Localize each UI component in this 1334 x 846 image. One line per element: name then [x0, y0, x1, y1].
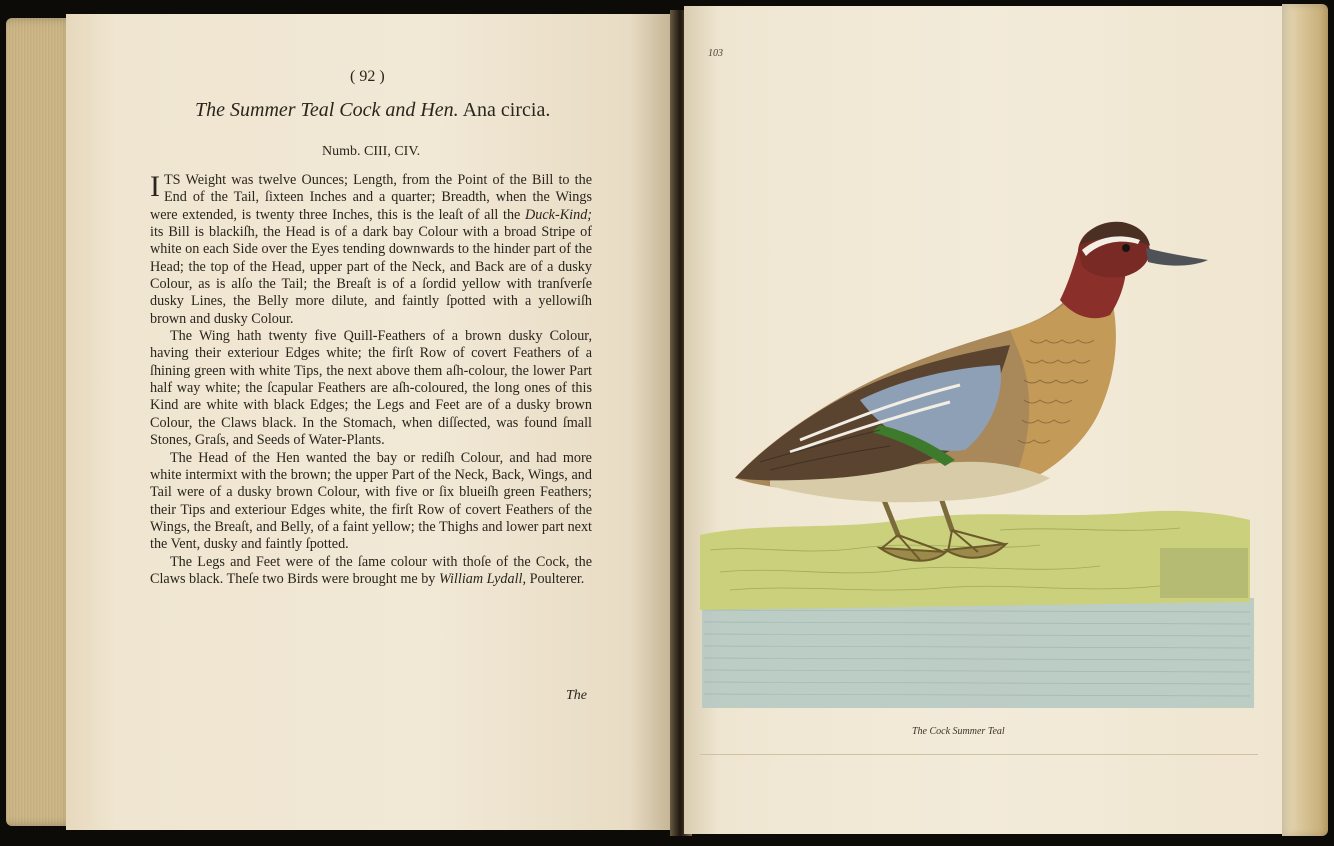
plate-caption: The Cock Summer Teal [912, 726, 1005, 737]
paragraph-1-end: its Bill is blackiſh, the Head is of a dark bay Colour with a broad Stripe of white on each Side over the Eyes tending downwards to the hinder part of the Head; the top of the Head, upper part of the Neck, and Back are of a dusky Colour, as is alſo the Tail; the Breaſt is of a ſordid yellow with tranſverſe dusky Lines, the Belly more dilute, and faintly ſpotted with a yellowiſh brown and dusky Colour. [150, 224, 592, 327]
drop-cap: I [150, 170, 160, 203]
number-line: Numb. CIII, CIV. [322, 144, 421, 159]
plate-number: 103 [708, 48, 723, 59]
paragraph-4-text: The Legs and Feet were of the ſame colour with thoſe of the Cock, the Claws black. Theſe two Birds were brought me by [150, 553, 592, 587]
paragraph-4-end: Poulterer. [529, 570, 585, 587]
title-english: The Summer Teal Cock and Hen. [195, 99, 459, 121]
paragraph-1-text: TS Weight was twelve Ounces; Length, from the Point of the Bill to the End of the Tail, ſixteen Inches and a quarter; Breadth, when the Wings were extended, is twenty three Inches, this is the leaſt of all the [150, 172, 592, 223]
catchword: The [566, 688, 587, 703]
person-name: William Lydall, [438, 570, 527, 587]
title-latin: Ana circia. [462, 99, 551, 121]
page-number: ( 92 ) [350, 68, 385, 85]
paragraph-2: The Wing hath twenty five Quill-Feathers of a brown dusky Colour, having their exteriour Edges white; the firſt Row of covert Feathers of a ſhining green with white Tips, the next above them aſh-colour, the lower Part half way white; the ſcapular Feathers are aſh-coloured, the long ones of this Kind are white with black Edges; the Legs and Feet are of a dusky brown Colour, the Claws black. In the Stomach, when diſſected, was found ſmall Stones, Graſs, and Seeds of Water-Plants. [150, 328, 592, 449]
duck-eye [1122, 244, 1130, 252]
water [702, 598, 1254, 708]
paragraph-3: The Head of the Hen wanted the bay or rediſh Colour, and had more white intermixt with the brown; the upper Part of the Neck, Back, Wings, and Tail were of a dusky brown Colour, with five or ſix blueiſh green Feathers; their Tips and exteriour Edges white, the firſt Row of covert Feathers of the Wings, the Breaſt, and Belly, of a faint yellow; the Thighs and lower part next the Vent, dusky and faintly ſpotted. [150, 449, 592, 553]
duck-bill [1146, 248, 1208, 266]
duck-kind-term: Duck-Kind; [525, 206, 593, 223]
